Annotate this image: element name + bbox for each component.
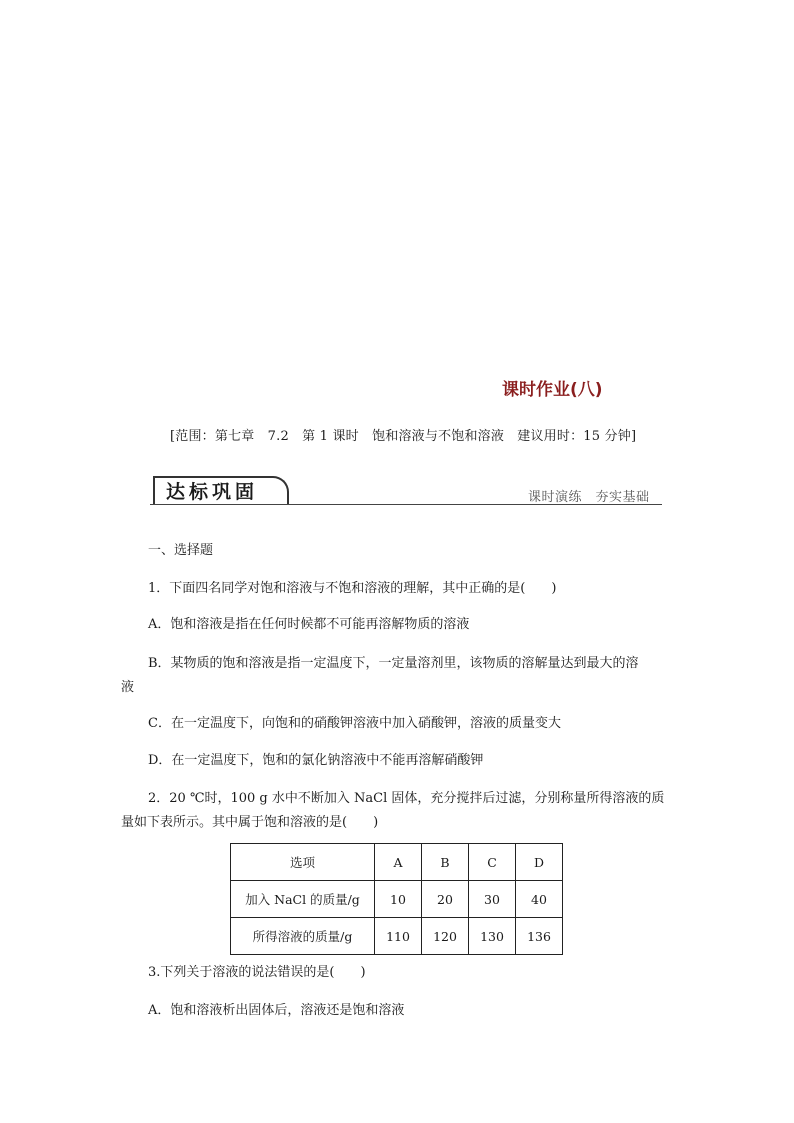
table-header-cell: A — [375, 844, 422, 881]
table-cell: 加入 NaCl 的质量/g — [231, 881, 375, 918]
q2-stem-cont: 量如下表所示。其中属于饱和溶液的是( ) — [121, 815, 379, 830]
table-cell: 10 — [375, 881, 422, 918]
section-heading: 一、选择题 — [148, 543, 214, 558]
table-cell: 所得溶液的质量/g — [231, 918, 375, 955]
table-cell: 20 — [422, 881, 469, 918]
table-cell: 110 — [375, 918, 422, 955]
table-row — [231, 918, 563, 955]
table-cell: 30 — [469, 881, 516, 918]
table-header-cell: D — [516, 844, 563, 881]
table-header-cell: B — [422, 844, 469, 881]
table-header-row — [231, 844, 563, 881]
assignment-title: 课时作业(八) — [502, 380, 603, 400]
q1-option-c: C．在一定温度下，向饱和的硝酸钾溶液中加入硝酸钾，溶液的质量变大 — [148, 716, 561, 731]
table-header-cell: 选项 — [231, 844, 375, 881]
scope-note: [范围：第七章 7.2 第 1 课时 饱和溶液与不饱和溶液 建议用时：15 分钟] — [170, 429, 637, 444]
banner-badge-label: 达标巩固 — [166, 481, 259, 503]
data-table — [230, 843, 563, 955]
q1-option-b: B．某物质的饱和溶液是指一定温度下，一定量溶剂里，该物质的溶解量达到最大的溶 — [148, 656, 639, 671]
q1-stem: 1．下面四名同学对饱和溶液与不饱和溶液的理解，其中正确的是( ) — [148, 581, 557, 596]
table-cell: 120 — [422, 918, 469, 955]
q3-option-a: A．饱和溶液析出固体后，溶液还是饱和溶液 — [148, 1003, 405, 1018]
q1-option-b-cont: 液 — [121, 680, 135, 695]
banner-slogan: 课时演练 夯实基础 — [528, 490, 650, 505]
q1-option-d: D．在一定温度下，饱和的氯化钠溶液中不能再溶解硝酸钾 — [148, 753, 484, 768]
q1-option-a: A．饱和溶液是指在任何时候都不可能再溶解物质的溶液 — [148, 617, 470, 632]
q2-stem: 2．20 ℃时，100 g 水中不断加入 NaCl 固体，充分搅拌后过滤，分别称量所得溶液的质 — [148, 791, 665, 806]
table-cell: 136 — [516, 918, 563, 955]
q3-stem: 3.下列关于溶液的说法错误的是( ) — [148, 965, 366, 980]
table-row — [231, 881, 563, 918]
table-cell: 40 — [516, 881, 563, 918]
table-header-cell: C — [469, 844, 516, 881]
table-cell: 130 — [469, 918, 516, 955]
